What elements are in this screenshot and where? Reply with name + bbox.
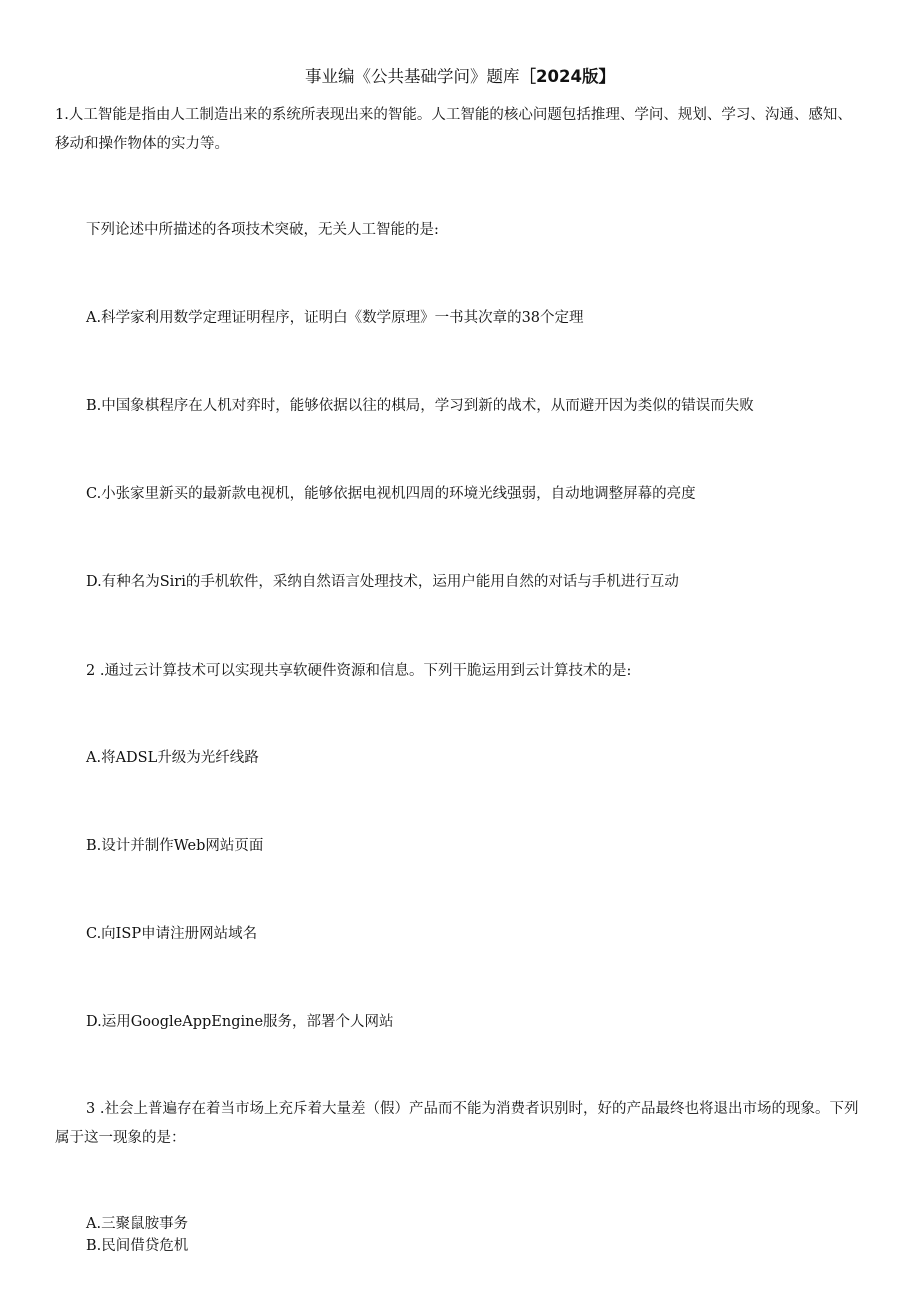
question-3-option-a: A.三聚鼠胺事务 [86, 1216, 189, 1232]
question-1-option-b: B.中国象棋程序在人机对弈时，能够依据以往的棋局，学习到新的战术，从而避开因为类似的错误而失败 [86, 398, 754, 414]
question-1-option-d: D.有种名为Siri的手机软件，采纳自然语言处理技术，运用户能用自然的对话与手机进行互动 [86, 574, 679, 590]
question-2-option-a: A.将ADSL升级为光纤线路 [86, 750, 259, 766]
question-1-option-a: A.科学家利用数学定理证明程序，证明白《数学原理》一书其次章的38个定理 [86, 310, 584, 326]
document-title [0, 66, 920, 88]
question-1-prompt: 下列论述中所描述的各项技术突破，无关人工智能的是: [86, 222, 439, 238]
document-title-edition: ［2024版】 [519, 67, 615, 86]
question-1-stem: 1.人工智能是指由人工制造出来的系统所表现出来的智能。人工智能的核心问题包括推理、学问、规划、学习、沟通、感知、移动和操作物体的实力等。 [55, 107, 852, 152]
question-3-stem: 3 .社会上普遍存在着当市场上充斥着大量差（假）产品而不能为消费者识别时，好的产品最终也将退出市场的现象。下列属于这一现象的是： [55, 1101, 859, 1146]
question-2-stem: 2 .通过云计算技术可以实现共享软硬件资源和信息。下列干脆运用到云计算技术的是: [86, 663, 632, 679]
question-1-option-c: C.小张家里新买的最新款电视机，能够依据电视机四周的环境光线强弱，自动地调整屏幕的亮度 [86, 486, 696, 502]
question-2-option-d: D.运用GoogleAppEngine服务，部署个人网站 [86, 1014, 394, 1030]
question-2-option-c: C.向ISP申请注册网站域名 [86, 926, 258, 942]
question-2-option-b: B.设计并制作Web网站页面 [86, 838, 264, 854]
document-title-main: 事业编《公共基础学问》题库 [305, 67, 520, 86]
question-3-option-b: B.民间借贷危机 [86, 1238, 189, 1254]
